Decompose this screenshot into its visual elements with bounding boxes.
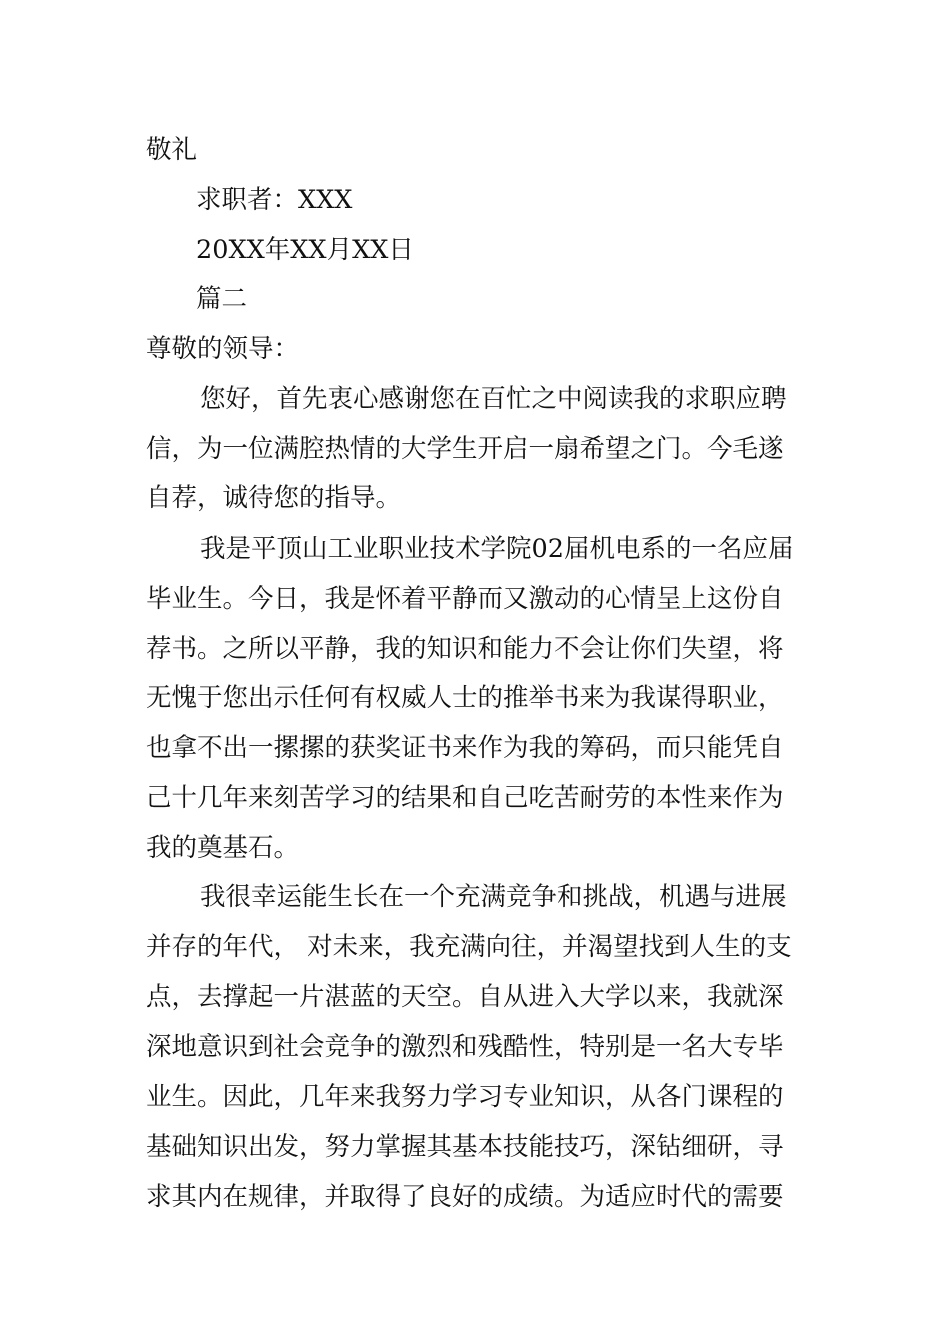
paragraph-line: 基础知识出发，努力掌握其基本技能技巧，深钻细研，寻 [146,1132,784,1162]
paragraph-line: 无愧于您出示任何有权威人士的推举书来为我谋得职业， [146,683,784,713]
paragraph-line: 深地意识到社会竞争的激烈和残酷性，特别是一名大专毕 [146,1032,784,1062]
paragraph-line: 并存的年代， 对未来，我充满向往，并渴望找到人生的支 [146,932,792,962]
paragraph-line: 也拿不出一摞摞的获奖证书来作为我的筹码，而只能凭自 [146,733,784,763]
section-label: 篇二 [196,284,248,314]
paragraph-line: 己十几年来刻苦学习的结果和自己吃苦耐劳的本性来作为 [146,783,784,813]
paragraph-line: 您好，首先衷心感谢您在百忙之中阅读我的求职应聘 [200,384,787,414]
paragraph-line: 毕业生。今日，我是怀着平静而又激动的心情呈上这份自 [146,584,784,614]
paragraph-line: 业生。因此，几年来我努力学习专业知识，从各门课程的 [146,1082,784,1112]
paragraph-line: 我是平顶山工业职业技术学院02届机电系的一名应届 [200,534,794,564]
letter-greeting: 尊敬的领导： [146,334,300,364]
applicant-signature: 求职者：XXX [196,185,353,215]
paragraph-line: 信，为一位满腔热情的大学生开启一扇希望之门。今毛遂 [146,434,784,464]
closing-salutation: 敬礼 [146,135,198,165]
paragraph-line: 自荐，诚待您的指导。 [146,483,402,513]
paragraph-line: 我的奠基石。 [146,833,300,863]
paragraph-line: 我很幸运能生长在一个充满竞争和挑战，机遇与进展 [200,882,787,912]
paragraph-line: 荐书。之所以平静，我的知识和能力不会让你们失望，将 [146,634,784,664]
paragraph-line: 求其内在规律，并取得了良好的成绩。为适应时代的需要 [146,1182,784,1212]
paragraph-line: 点，去撑起一片湛蓝的天空。自从进入大学以来，我就深 [146,982,784,1012]
letter-date: 20XX年XX月XX日 [196,235,414,265]
